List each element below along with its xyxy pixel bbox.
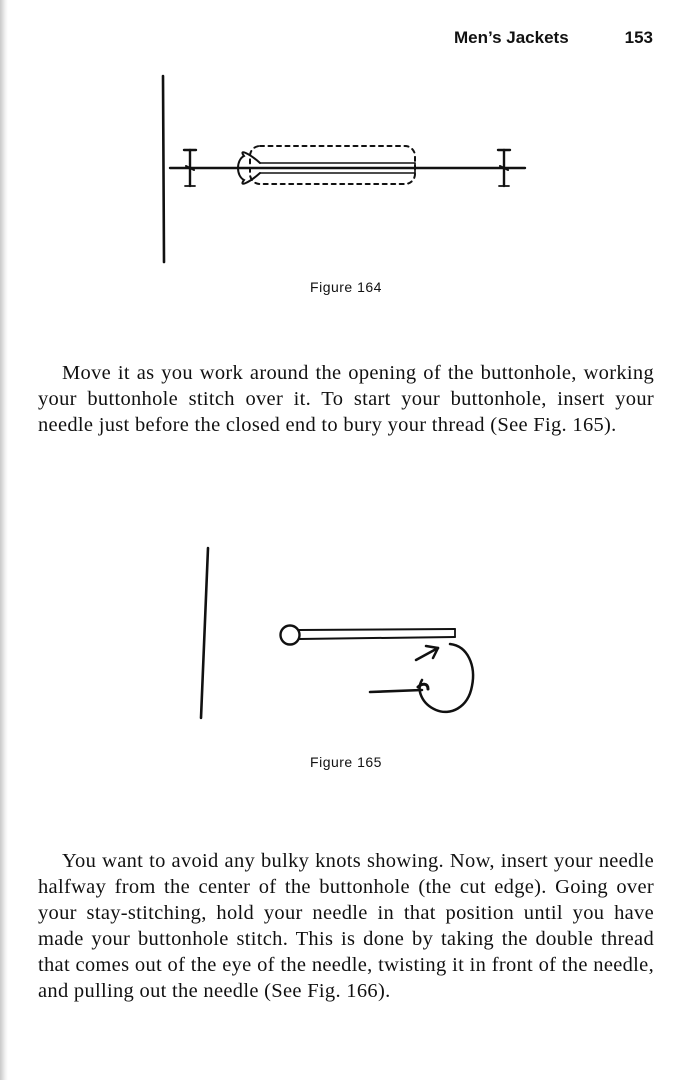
paragraph-2 bbox=[38, 848, 654, 1004]
figure-165-caption: Figure 165 bbox=[310, 754, 382, 770]
figure-164-illustration bbox=[150, 70, 540, 270]
paragraph-1 bbox=[38, 360, 654, 438]
paragraph-2-text: You want to avoid any bulky knots showing. Now, insert your needle halfway from the center of the buttonhole (the cut edge). Going over your stay-stitching, hold your needle in that position until you have made your buttonhole stitch. This is done by taking the double thread that comes out of the eye of the needle, twisting it in front of the needle, and pulling out the needle (See Fig. 166). bbox=[38, 850, 654, 1002]
page-number: 153 bbox=[624, 28, 653, 47]
paragraph-1-text: Move it as you work around the opening of the buttonhole, working your buttonhole stitch over it. To start your buttonhole, insert your needle just before the closed end to bury your thread (See Fig. 165). bbox=[38, 362, 654, 436]
figure-164-caption: Figure 164 bbox=[310, 279, 382, 295]
page-edge-shadow bbox=[0, 0, 8, 1080]
running-head bbox=[400, 28, 656, 50]
figure-165-illustration bbox=[190, 540, 490, 730]
chapter-title: Men’s Jackets bbox=[454, 28, 569, 47]
